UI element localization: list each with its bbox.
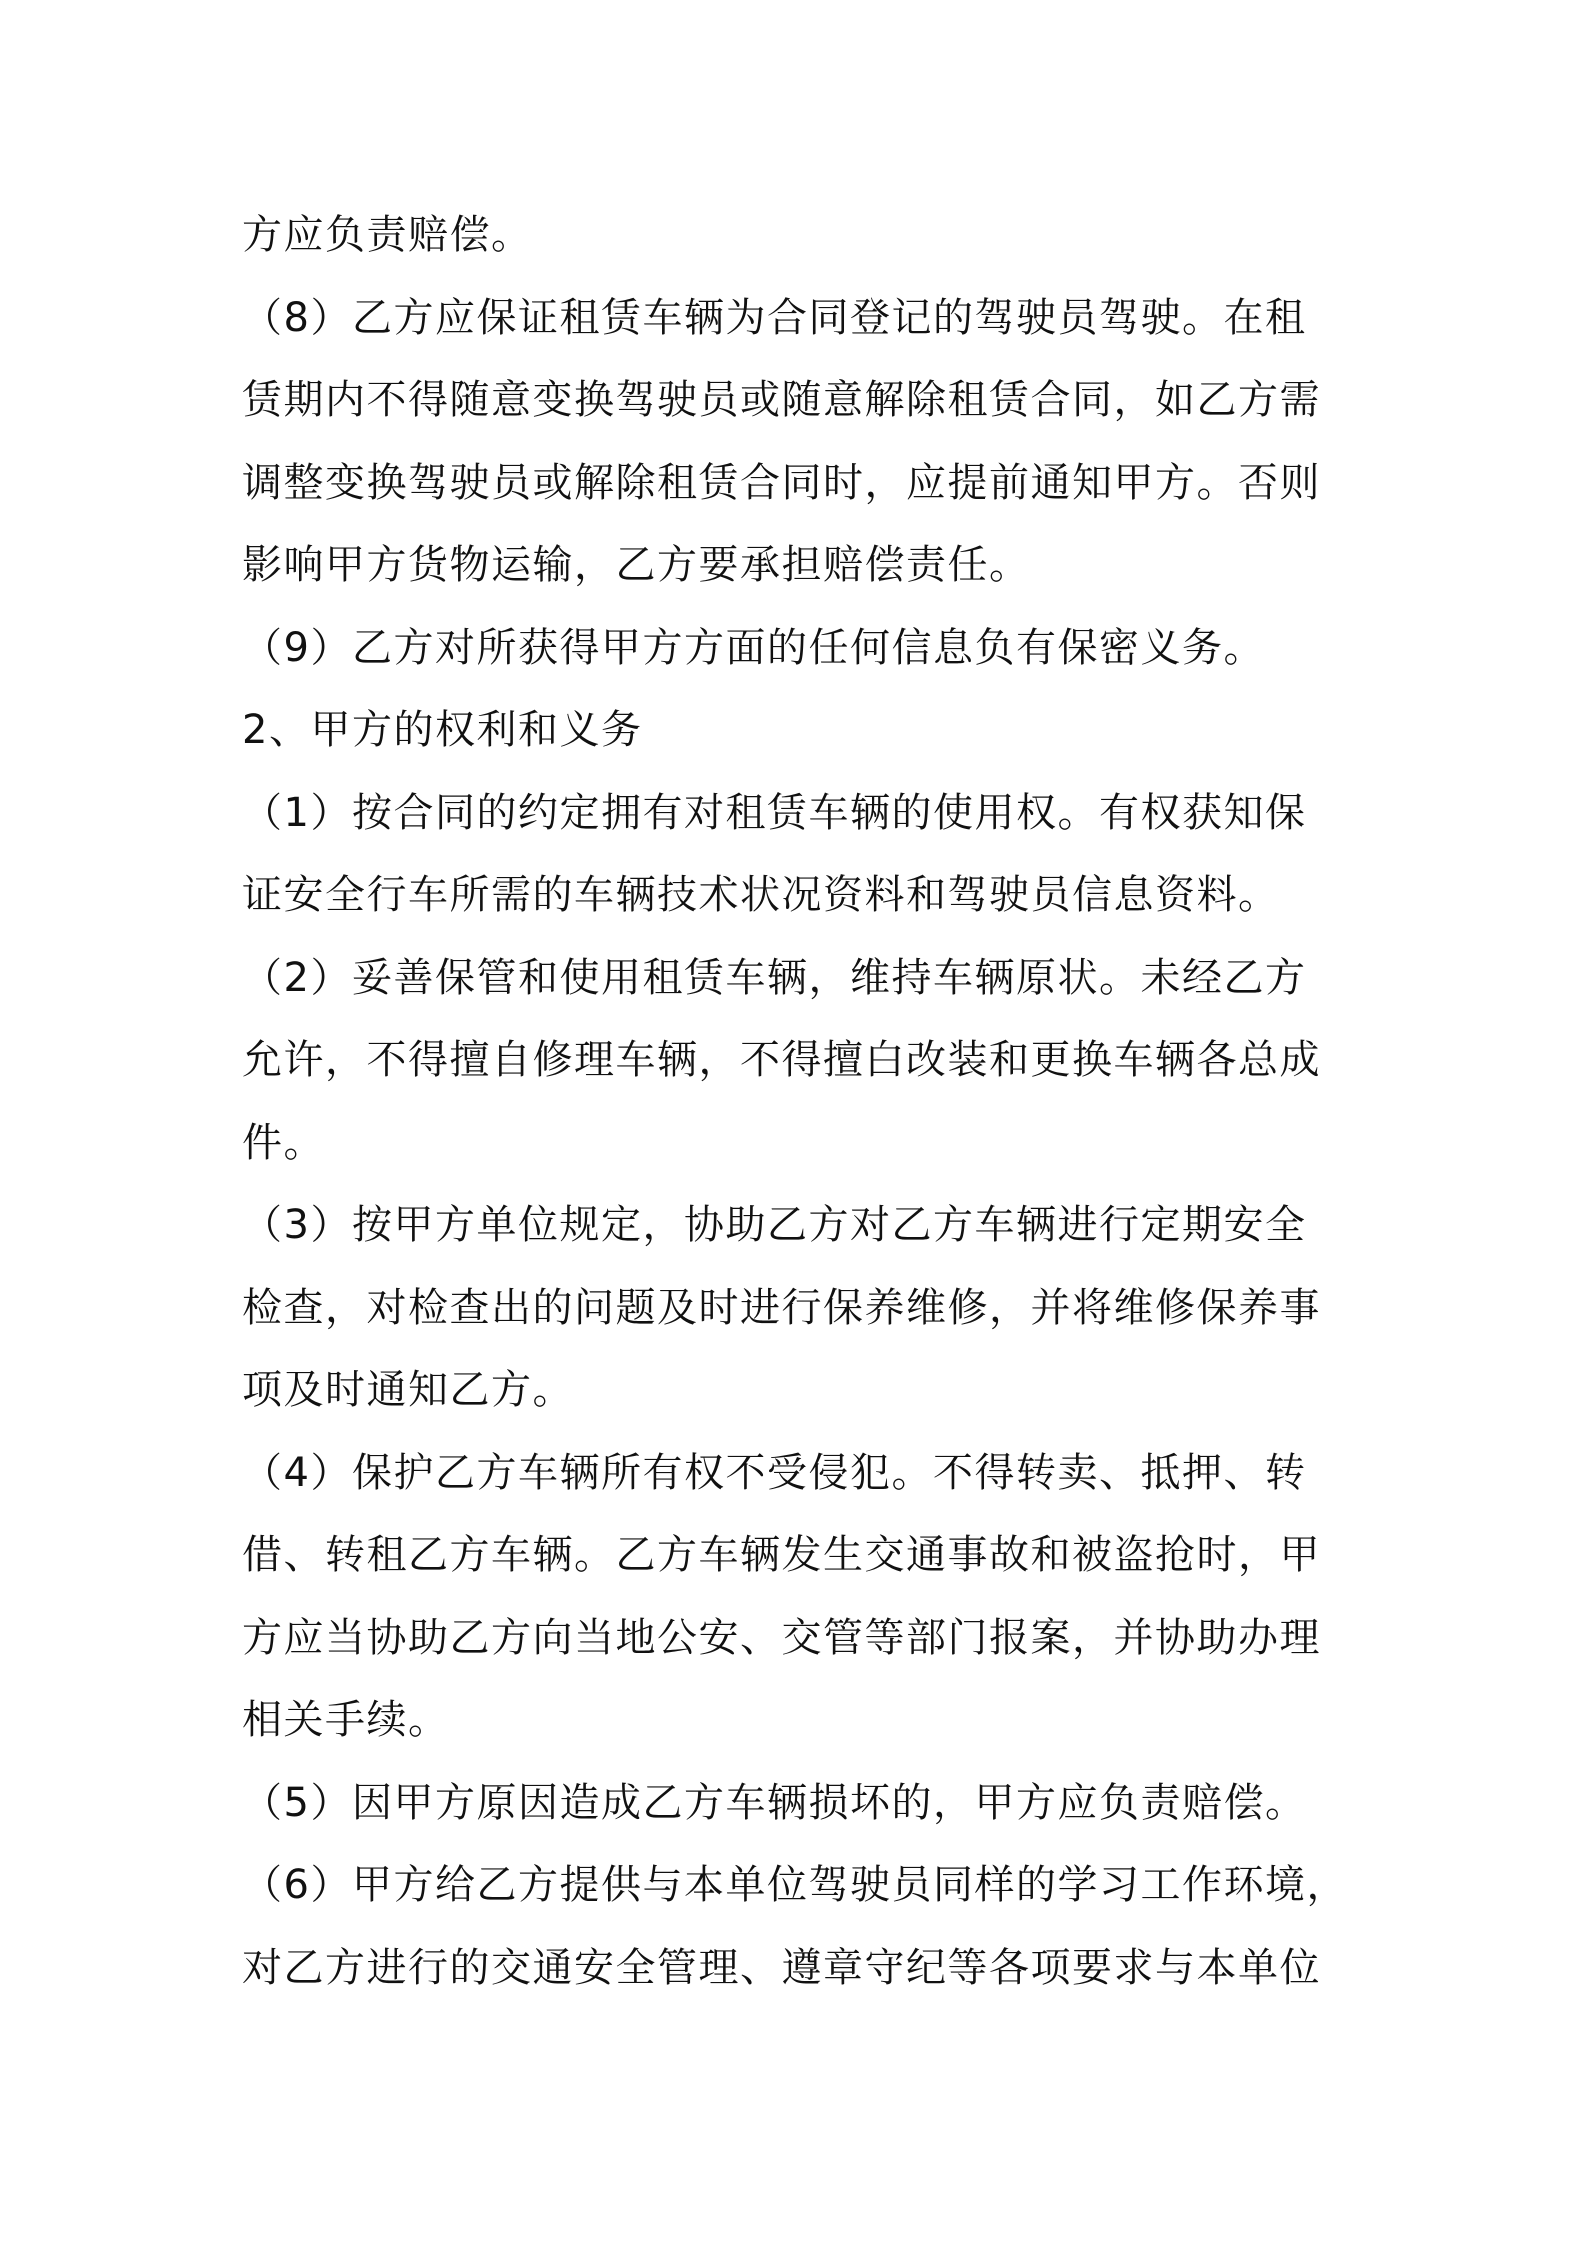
text-line: 证安全行车所需的车辆技术状况资料和驾驶员信息资料。 bbox=[242, 872, 1280, 918]
text-line: （9）乙方对所获得甲方方面的任何信息负有保密义务。 bbox=[242, 624, 1265, 671]
section-heading: 2、甲方的权利和义务 bbox=[242, 707, 643, 753]
text-line: 借、转租乙方车辆。乙方车辆发生交通事故和被盗抢时，甲 bbox=[242, 1532, 1321, 1578]
text-line: 对乙方进行的交通安全管理、遵章守纪等各项要求与本单位 bbox=[242, 1944, 1321, 1991]
text-line: （3）按甲方单位规定，协助乙方对乙方车辆进行定期安全 bbox=[242, 1202, 1307, 1248]
text-line: （5）因甲方原因造成乙方车辆损坏的，甲方应负责赔偿。 bbox=[242, 1779, 1307, 1826]
text-line: 影响甲方货物运输，乙方要承担赔偿责任。 bbox=[242, 542, 1031, 588]
text-line: 相关手续。 bbox=[242, 1697, 450, 1743]
text-line: （2）妥善保管和使用租赁车辆，维持车辆原状。未经乙方 bbox=[242, 954, 1307, 1001]
text-line: 检查，对检查出的问题及时进行保养维修，并将维修保养事 bbox=[242, 1284, 1321, 1331]
text-line: （4）保护乙方车辆所有权不受侵犯。不得转卖、抵押、转 bbox=[242, 1449, 1307, 1496]
text-line: 调整变换驾驶员或解除租赁合同时，应提前通知甲方。否则 bbox=[242, 459, 1321, 506]
text-line: （1）按合同的约定拥有对租赁车辆的使用权。有权获知保 bbox=[242, 789, 1307, 836]
text-line: 项及时通知乙方。 bbox=[242, 1367, 574, 1413]
text-line: （6）甲方给乙方提供与本单位驾驶员同样的学习工作环境， bbox=[242, 1862, 1348, 1908]
text-line: 允许，不得擅自修理车辆，不得擅白改装和更换车辆各总成 bbox=[242, 1037, 1321, 1083]
text-line: 方应当协助乙方向当地公安、交管等部门报案，并协助办理 bbox=[242, 1614, 1321, 1661]
text-line: （8）乙方应保证租赁车辆为合同登记的驾驶员驾驶。在租 bbox=[242, 294, 1307, 341]
text-line: 件。 bbox=[242, 1119, 325, 1166]
text-line: 赁期内不得随意变换驾驶员或随意解除租赁合同，如乙方需 bbox=[242, 377, 1321, 423]
text-line: 方应负责赔偿。 bbox=[242, 212, 533, 258]
document-body bbox=[242, 194, 1362, 2009]
